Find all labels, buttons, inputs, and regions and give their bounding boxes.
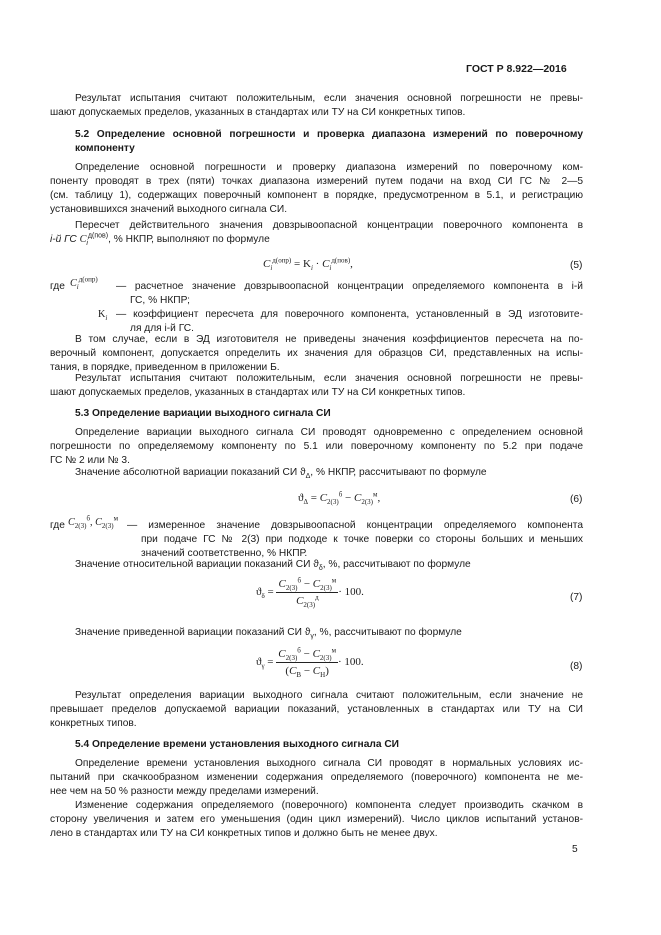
text-line: пытаний при скачкообразном изменении содержания определяемого (поверочного) компонента не ме-: [50, 772, 583, 783]
section-5-4-title: 5.4 Определение времени установления выходного сигнала СИ: [75, 739, 400, 750]
text-fragment: , % НКПР, рассчитывают по формуле: [310, 467, 487, 478]
where-word: где: [50, 281, 65, 292]
formula-6: $ϑ_\Delta = C_{2(3)}^б - C_{2(3)}^м$,: [298, 490, 381, 507]
text-line: тания, в порядке, приведенном в приложении Б.: [50, 362, 280, 373]
text-line: сторону увеличения и затем его уменьшения (один цикл измерений). Число циклов испытаний установ-: [50, 814, 583, 825]
text-line: i-й ГС $C_i^{д(пов)}$, % НКПР, выполняют по формуле: [50, 232, 270, 248]
text-line: Определение вариации выходного сигнала СИ проводят одновременно с определением основной: [75, 427, 583, 438]
where-symbol-k: $K_i$: [98, 309, 108, 323]
text-fragment: , %, рассчитывают по формуле: [322, 559, 471, 570]
text-line: поненту проводят в трех (пяти) точках диапазона измерений путем подачи на вход СИ ГС № 2—5: [50, 176, 583, 187]
text-line: значений соответственно, % НКПР.: [141, 548, 308, 559]
where-5-def-2: [116, 308, 583, 336]
paragraph-p9: Значение приведенной вариации показаний СИ $ϑ_\gamma$, %, рассчитывают по формуле: [75, 627, 462, 641]
formula-7-number: (7): [570, 592, 583, 603]
text-line: Определение времени установления выходного сигнала СИ проводят в нормальных условиях ис-: [75, 758, 583, 769]
text-line: нее чем на 50 % разности между пределами измерений.: [50, 786, 319, 797]
document-id: ГОСТ Р 8.922—2016: [466, 63, 567, 75]
where-symbol-c: $C_i^{д(опр)}$: [70, 275, 98, 292]
text-line: верочный компонент, допускается определить их значения для образцов СИ, представленных на испы-: [50, 348, 583, 359]
text-line: превышает пределов допускаемой вариации показаний, установленных в стандартах или ТУ на СИ: [50, 704, 583, 715]
paragraph-p12: [50, 799, 583, 841]
where-word-6: где: [50, 520, 65, 531]
fraction: $\frac{C_{2(3)}^б - C_{2(3)}^м}{C_{2(3)}^д}$: [278, 576, 337, 610]
paragraph-p5: [50, 372, 583, 400]
text-line: В том случае, если в ЭД изготовителя не приведены значения коэффициентов пересчета на по-: [75, 334, 583, 345]
text-line: Определение основной погрешности и проверку диапазона измерений по поверочному ком-: [75, 162, 583, 173]
paragraph-p6: [50, 426, 583, 468]
text-fragment: , %, рассчитывают по формуле: [313, 627, 462, 638]
paragraph-p11: [50, 757, 583, 799]
formula-5-number: (5): [570, 260, 583, 271]
text-line: при подаче ГС № 2(3) при подходе к точке поверки со стороны больших и меньших: [141, 534, 583, 545]
text-fragment: Значение приведенной вариации показаний СИ ϑ: [75, 627, 311, 638]
paragraph-p10: [50, 689, 583, 731]
section-5-2-title: [75, 128, 583, 156]
text-line: Результат испытания считают положительным, если значения основной погрешности не превы-: [75, 373, 583, 384]
formula-5: $C_i^{д(опр)} = K_i \cdot C_i^{д(пов)}$,: [263, 256, 353, 273]
text-line: Результат определения вариации выходного сигнала считают положительным, если значение не: [75, 690, 583, 701]
text-line: лено в стандартах или ТУ на СИ конкретных типов и должно быть не менее двух.: [50, 828, 438, 839]
text-line: — измеренное значение довзрывоопасной концентрации определяемого компонента: [127, 520, 583, 531]
formula-7: $ϑ_\delta$ = $\frac{C_{2(3)}^б - C_{2(3)}^м}{C_{2(3)}^д}$ · 100.: [256, 576, 364, 610]
text-line: Пересчет действительного значения довзрывоопасной концентрации поверочного компонента в: [75, 220, 583, 231]
paragraph-p7: Значение абсолютной вариации показаний СИ $ϑ_\Delta$, % НКПР, рассчитывают по формуле: [75, 467, 487, 481]
paragraph-p2: [50, 161, 583, 217]
where-6-def: [127, 519, 583, 561]
paragraph-p4: [50, 333, 583, 375]
text-line: шают допускаемых пределов, указанных в стандартах или ТУ на СИ конкретных типов.: [50, 387, 466, 398]
text-line: — коэффициент пересчета для поверочного компонента, установленный в ЭД изготовите-: [116, 309, 583, 320]
text-fragment: , % НКПР, выполняют по формуле: [108, 234, 270, 245]
text-line: ГС, % НКПР;: [130, 295, 190, 306]
fraction: $\frac{C_{2(3)}^б - C_{2(3)}^м}{(C_В - C_Н)}$: [278, 646, 337, 680]
text-line: компоненту: [75, 143, 135, 154]
text-line: погрешности по определяемому компоненту по 5.1 или поверочному компоненту по 5.2 при подаче: [50, 441, 583, 452]
page-number: 5: [572, 844, 578, 855]
paragraph-p1: [50, 92, 583, 120]
formula-8: $ϑ_\gamma$ = $\frac{C_{2(3)}^б - C_{2(3)}^м}{(C_В - C_Н)}$ · 100.: [256, 646, 364, 680]
text-line: 5.2 Определение основной погрешности и проверка диапазона измерений по поверочному: [75, 129, 583, 140]
section-5-3-title: 5.3 Определение вариации выходного сигнала СИ: [75, 408, 331, 419]
text-fragment: Значение абсолютной вариации показаний СИ ϑ: [75, 467, 306, 478]
text-line: Изменение содержания определяемого (поверочного) компонента следует производить скачком в: [75, 800, 583, 811]
text-fragment: Значение относительной вариации показаний СИ ϑ: [75, 559, 319, 570]
text-line: ля для i-й ГС.: [130, 323, 194, 334]
paragraph-p8: Значение относительной вариации показаний СИ $ϑ_\delta$, %, рассчитывают по формуле: [75, 559, 471, 573]
text-line: — расчетное значение довзрывоопасной концентрации определяемого компонента в i-й: [116, 281, 583, 292]
formula-6-number: (6): [570, 494, 583, 505]
text-line: конкретных типов.: [50, 718, 137, 729]
paragraph-p3: [50, 219, 583, 247]
text-line: Результат испытания считают положительным, если значения основной погрешности не превы-: [75, 93, 583, 104]
formula-8-number: (8): [570, 661, 583, 672]
where-symbol-c6: $C_{2(3)}^б$, $C_{2(3)}^м$: [68, 514, 119, 531]
where-5-def-1: [116, 280, 583, 308]
text-fragment: i-й ГС: [50, 234, 77, 245]
text-line: (см. таблицу 1), содержащих поверочный компонент в порядке, предусмотренном в 5.1, и регистрацию: [50, 190, 583, 201]
text-line: шают допускаемых пределов, указанных в стандартах или ТУ на СИ конкретных типов.: [50, 107, 466, 118]
text-line: ГС № 2 или № 3.: [50, 455, 130, 466]
text-line: установившихся значений выходного сигнала СИ.: [50, 204, 288, 215]
